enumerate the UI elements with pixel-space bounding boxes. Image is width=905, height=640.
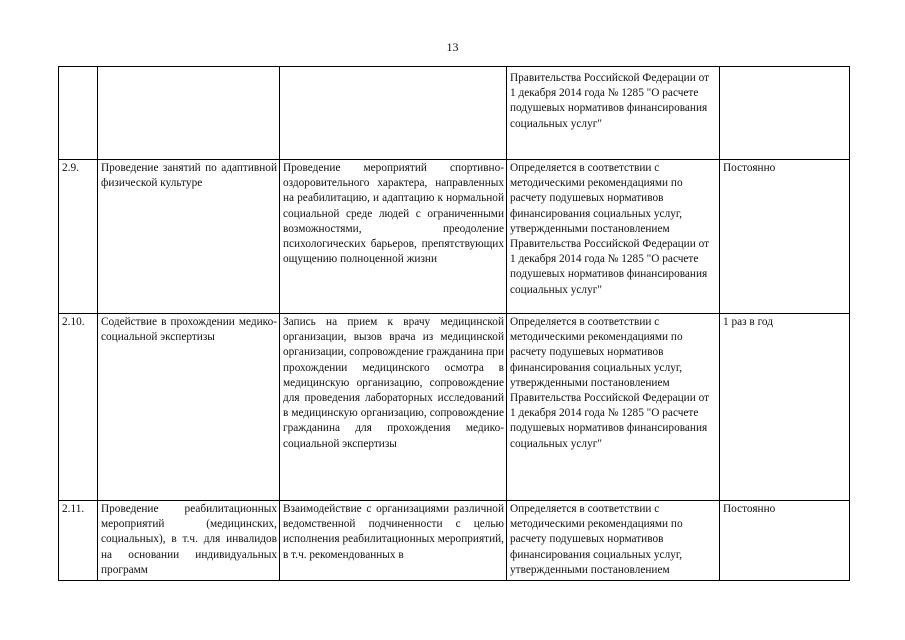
service-name-cell — [98, 501, 280, 581]
service-content-text: Взаимодействие с организациями различной ведомственной подчиненности с целью исполнения реабилитационных мероприятий, в т.ч. рекомендованных в — [283, 503, 504, 561]
table-row — [59, 314, 850, 501]
service-content-cell — [280, 501, 507, 581]
service-name-text: Проведение реабилитационных мероприятий (медицинских, социальных), в т.ч. для инвалидов на основании индивидуальных программ — [101, 503, 277, 576]
row-number-cell: 2.10. — [59, 314, 98, 501]
standard-cell: Правительства Российской Федерации от 1 декабря 2014 года № 1285 "О расчете подушевых нормативов финансирования социальных услуг" — [507, 67, 720, 160]
service-content-cell — [280, 67, 507, 160]
service-content-cell: Запись на прием к врачу медицинской организации, вызов врача из медицинской организации, сопровождение гражданина при прохождении медицинского осмотра в медицинскую организацию, сопровождение для проведения лабораторных исследований в медицинскую организацию, сопровождение гражданина для прохождения медико-социальной экспертизы — [280, 314, 507, 501]
page-number: 13 — [446, 40, 459, 54]
standard-cell: Определяется в соответствии с методическими рекомендациями по расчету подушевых нормативов финансирования социальных услуг, утвержденными постановлением Правительства Российской Федерации от 1 декабря 2014 года № 1285 "О расчете подушевых нормативов финансирования социальных услуг" — [507, 160, 720, 314]
service-content-cell: Проведение мероприятий спортивно-оздоровительного характера, направленных на реабилитацию, и адаптацию к нормальной социальной среде людей с ограниченными возможностями, преодоление психологических барьеров, препятствующих ощущению полноценной жизни — [280, 160, 507, 314]
standard-text: Определяется в соответствии с методическими рекомендациями по расчету подушевых нормативов финансирования социальных услуг, утвержденными постановлением — [510, 503, 683, 576]
row-number-cell: 2.9. — [59, 160, 98, 314]
services-table — [58, 66, 850, 581]
service-name-cell — [98, 67, 280, 160]
standard-cell — [507, 501, 720, 581]
service-name-cell: Проведение занятий по адаптивной физической культуре — [98, 160, 280, 314]
row-number-cell — [59, 67, 98, 160]
standard-cell: Определяется в соответствии с методическими рекомендациями по расчету подушевых нормативов финансирования социальных услуг, утвержденными постановлением Правительства Российской Федерации от 1 декабря 2014 года № 1285 "О расчете подушевых нормативов финансирования социальных услуг" — [507, 314, 720, 501]
period-cell: Постоянно — [720, 160, 850, 314]
period-text: Постоянно — [723, 503, 776, 515]
table-row — [59, 67, 850, 160]
table-row — [59, 160, 850, 314]
row-number-cell — [59, 501, 98, 581]
period-cell: 1 раз в год — [720, 314, 850, 501]
table-row — [59, 501, 850, 581]
period-cell — [720, 501, 850, 581]
period-cell — [720, 67, 850, 160]
row-number-text: 2.11. — [62, 503, 85, 515]
service-name-cell: Содействие в прохождении медико-социальной экспертизы — [98, 314, 280, 501]
